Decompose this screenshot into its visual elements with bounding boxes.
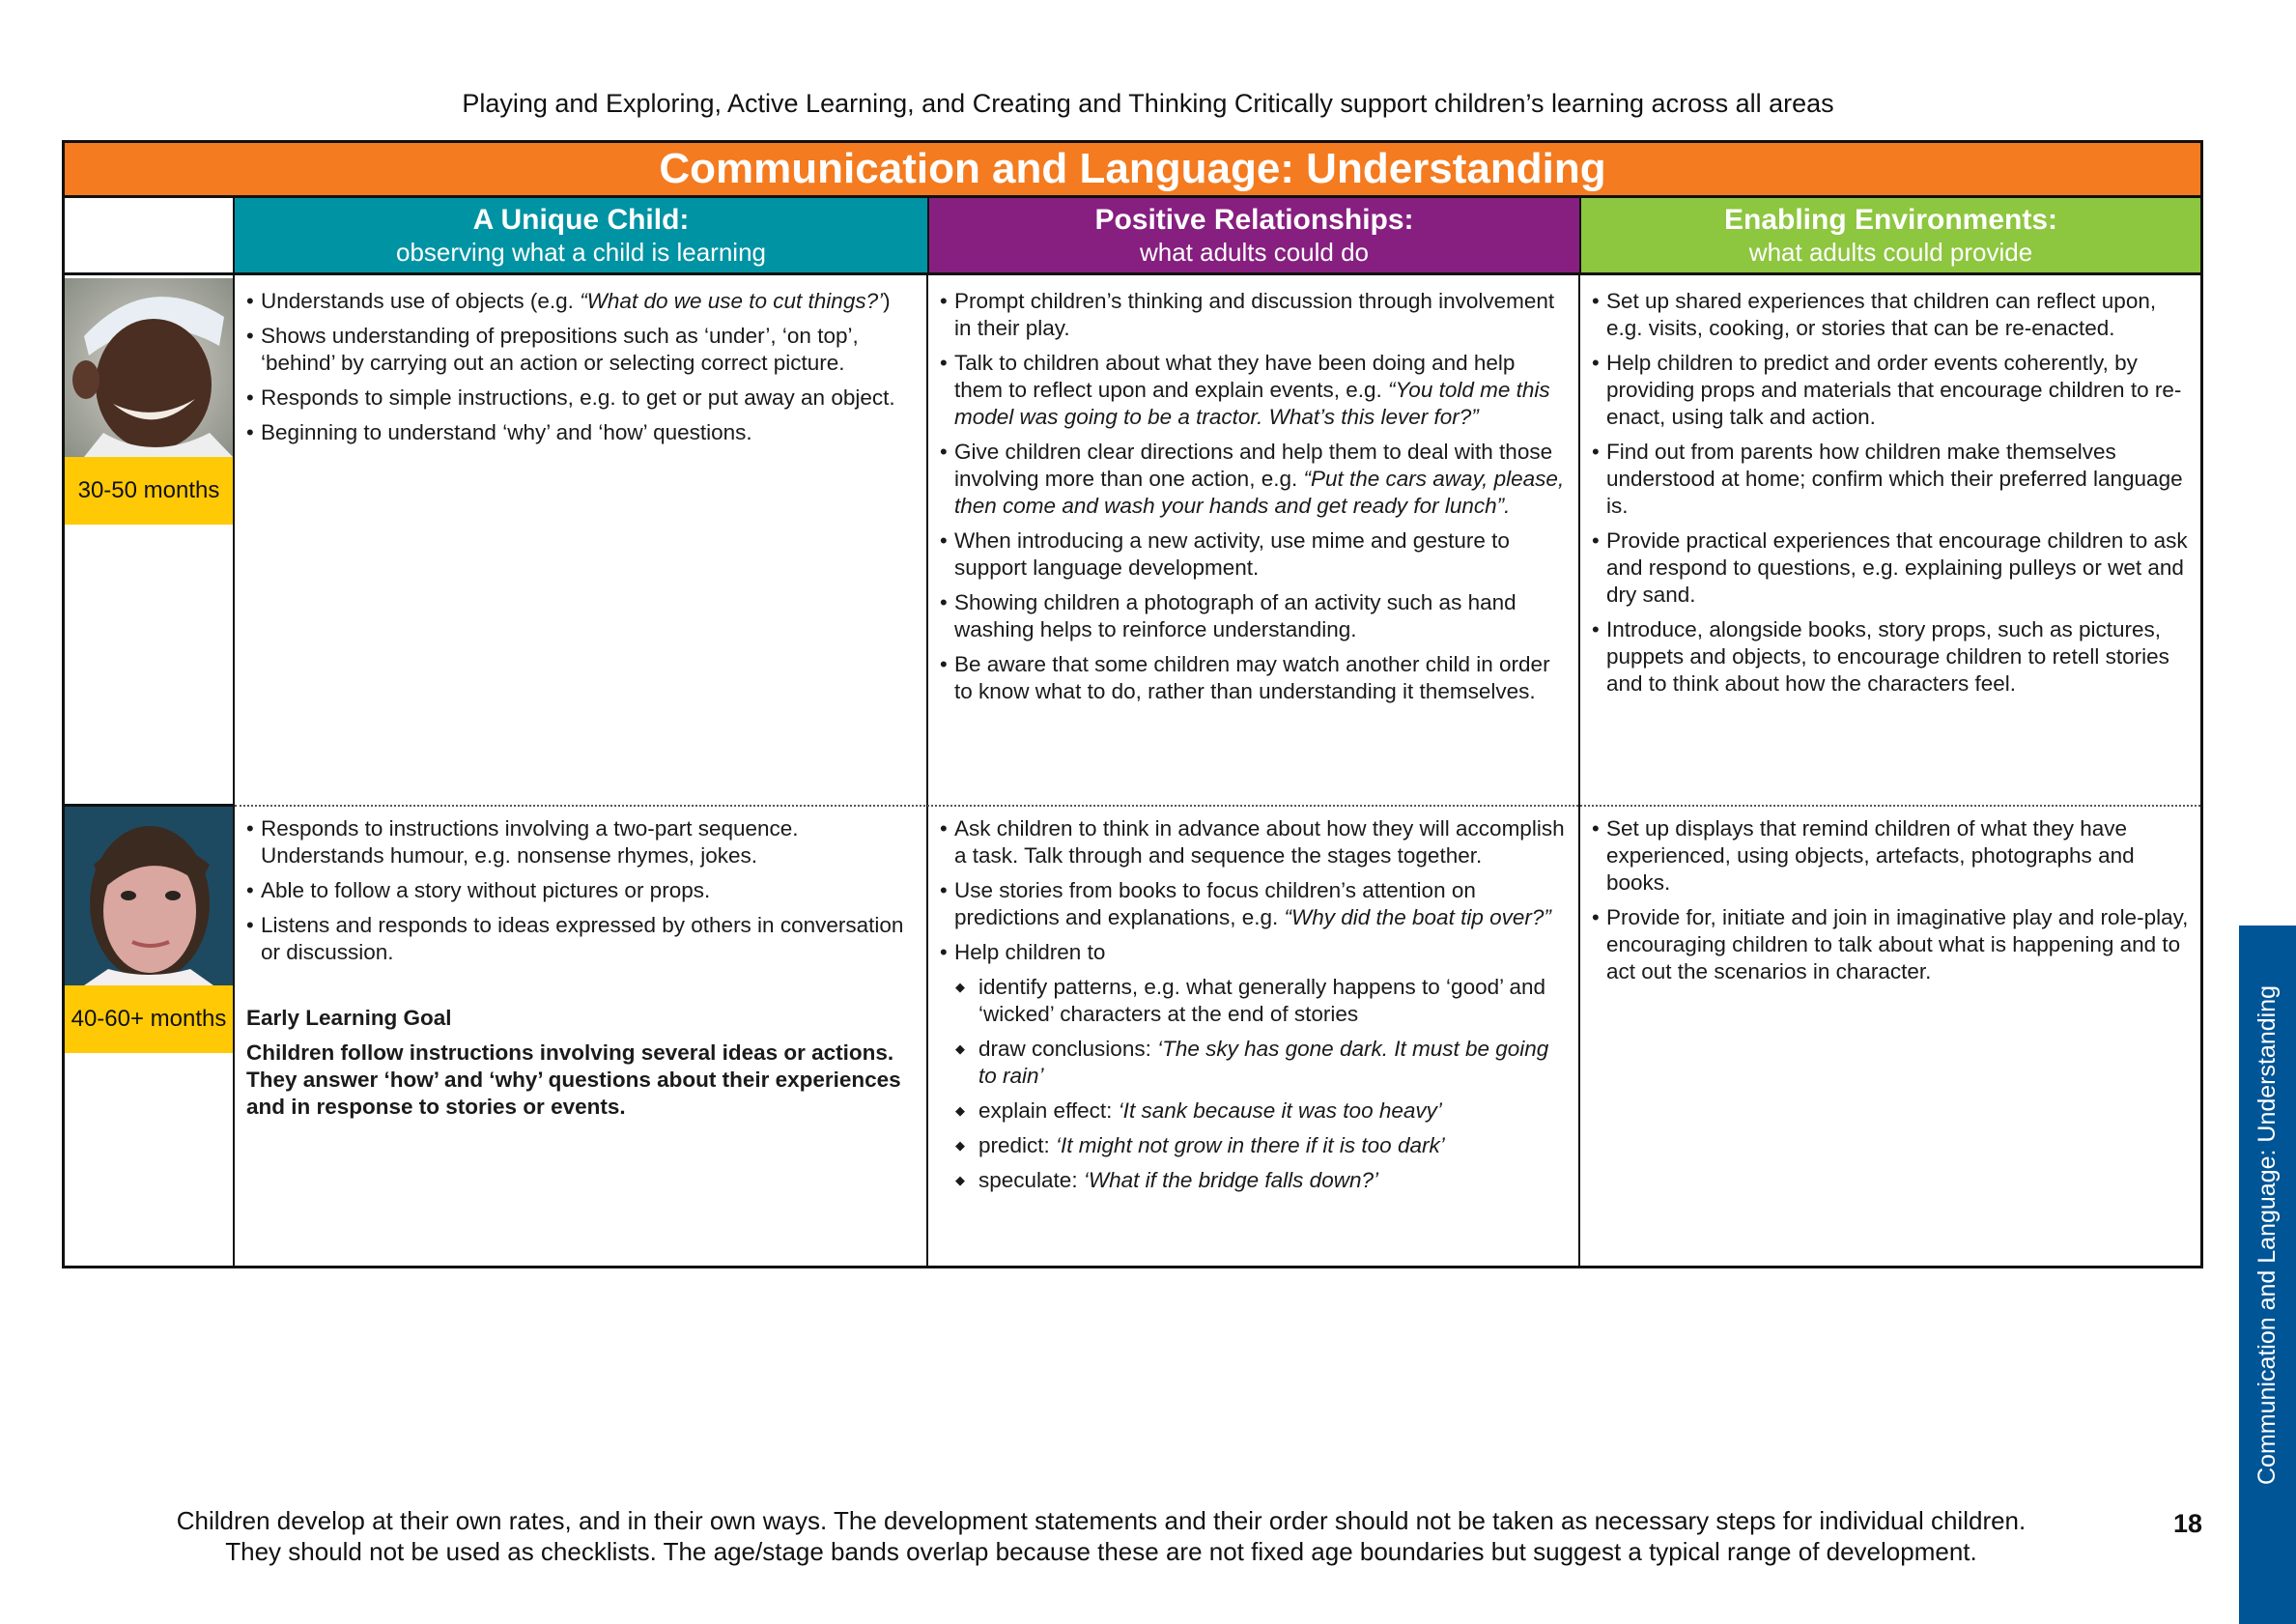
list-item: • When introducing a new activity, use mime and gesture to support language development. (940, 527, 1568, 582)
child-photo-girl (65, 807, 233, 985)
page-caption: Playing and Exploring, Active Learning, and Creating and Thinking Critically support children’s learning across all areas (462, 89, 1834, 118)
column-heading: Positive Relationships: (1094, 203, 1414, 236)
list-item: • Provide for, initiate and join in imaginative play and role-play, encouraging children to talk about what is happening and to act out the scenarios in character. (1592, 904, 2196, 985)
column-subheading: observing what a child is learning (396, 237, 766, 267)
page-number: 18 (2173, 1509, 2203, 1538)
list-item: • Give children clear directions and help them to deal with those involving more than one action, e.g. “Put the cars away, please, then come and wash your hands and get ready for lunch”. (940, 439, 1568, 520)
list-item: • Find out from parents how children make themselves understood at home; confirm which their preferred language is. (1592, 439, 2196, 520)
list-item: • Set up displays that remind children of what they have experienced, using objects, artefacts, photographs and books. (1592, 815, 2196, 897)
enabling-environments-cell-40-60 (1592, 815, 2196, 993)
list-item: • Talk to children about what they have been doing and help them to reflect upon and explain events, e.g. “You told me this model was going to be a tractor. What’s this lever for?” (940, 350, 1568, 431)
column-subheading: what adults could provide (1748, 237, 2033, 267)
unique-child-cell-30-50 (246, 288, 913, 454)
understanding-table (62, 140, 2203, 1268)
list-item: • Provide practical experiences that encourage children to ask and respond to questions, e.g. explaining pulleys or wet and dry sand. (1592, 527, 2196, 609)
list-item: • Prompt children’s thinking and discussion through involvement in their play. (940, 288, 1568, 342)
list-item: • Responds to simple instructions, e.g. to get or put away an object. (246, 385, 913, 412)
sub-list-item: ◆ speculate: ‘What if the bridge falls down?’ (940, 1167, 1568, 1194)
child-photo-boy (65, 278, 233, 457)
list-item: • Use stories from books to focus children’s attention on predictions and explanations, e.g. “Why did the boat tip over?” (940, 877, 1568, 931)
early-learning-goal-title: Early Learning Goal (246, 1006, 452, 1030)
table-title: Communication and Language: Understanding (65, 143, 2200, 198)
positive-relationships-cell-30-50 (940, 288, 1568, 713)
section-side-tab-label: Communication and Language: Understanding (2253, 984, 2281, 1485)
list-item: • Help children to predict and order events coherently, by providing props and materials that encourage children to re-enact, using talk and action. (1592, 350, 2196, 431)
footer-line-2: They should not be used as checklists. The age/stage bands overlap because these are not fixed age boundaries but suggest a typical range of development. (225, 1537, 1977, 1566)
column-divider (1578, 275, 1580, 1266)
sub-list-item: ◆ explain effect: ‘It sank because it was too heavy’ (940, 1097, 1568, 1125)
list-item: • Responds to instructions involving a two-part sequence. Understands humour, e.g. nonsense rhymes, jokes. (246, 815, 913, 869)
age-band-40-60: 40-60+ months (65, 985, 233, 1053)
list-item: • Beginning to understand ‘why’ and ‘how’ questions. (246, 419, 913, 446)
footer-line-1: Children develop at their own rates, and in their own ways. The development statements and their order should not be taken as necessary steps for individual children. (176, 1506, 2027, 1535)
list-item: • Able to follow a story without pictures or props. (246, 877, 913, 904)
list-item: • Help children to (940, 939, 1568, 966)
list-item: • Introduce, alongside books, story props, such as pictures, puppets and objects, to encourage children to retell stories and to think about how the characters feel. (1592, 616, 2196, 698)
positive-relationships-cell-40-60 (940, 815, 1568, 1202)
header-blank-cell (65, 198, 233, 275)
column-header-unique-child (233, 198, 927, 275)
unique-child-cell-40-60 (246, 815, 913, 1121)
early-learning-goal-text: Children follow instructions involving several ideas or actions. They answer ‘how’ and ‘why’ questions about their experiences and in response to stories or events. (246, 1040, 901, 1119)
column-subheading: what adults could do (1139, 237, 1370, 267)
column-header-enabling-environments (1579, 198, 2200, 275)
list-item: • Listens and responds to ideas expressed by others in conversation or discussion. (246, 912, 913, 966)
sub-list-item: ◆ draw conclusions: ‘The sky has gone dark. It must be going to rain’ (940, 1036, 1568, 1090)
column-heading: A Unique Child: (472, 203, 690, 236)
column-divider (233, 275, 235, 1266)
column-divider (926, 275, 928, 1266)
list-item: • Shows understanding of prepositions such as ‘under’, ‘on top’, ‘behind’ by carrying out an action or selecting correct picture. (246, 323, 913, 377)
page-footer (39, 1505, 2164, 1567)
enabling-environments-cell-30-50 (1592, 288, 2196, 705)
column-header-positive-relationships (927, 198, 1579, 275)
list-item: • Showing children a photograph of an activity such as hand washing helps to reinforce understanding. (940, 589, 1568, 643)
list-item: • Ask children to think in advance about how they will accomplish a task. Talk through and sequence the stages together. (940, 815, 1568, 869)
list-item: • Be aware that some children may watch another child in order to know what to do, rather than understanding it themselves. (940, 651, 1568, 705)
sub-list-item: ◆ identify patterns, e.g. what generally happens to ‘good’ and ‘wicked’ characters at the end of stories (940, 974, 1568, 1028)
column-heading: Enabling Environments: (1723, 203, 2058, 236)
row-divider-dotted (235, 805, 2200, 807)
sub-list-item: ◆ predict: ‘It might not grow in there if it is too dark’ (940, 1132, 1568, 1159)
age-band-30-50: 30-50 months (65, 457, 233, 525)
list-item: • Understands use of objects (e.g. “What do we use to cut things?’) (246, 288, 913, 315)
list-item: • Set up shared experiences that children can reflect upon, e.g. visits, cooking, or stories that can be re-enacted. (1592, 288, 2196, 342)
section-side-tab-label-wrap (2239, 926, 2296, 1544)
